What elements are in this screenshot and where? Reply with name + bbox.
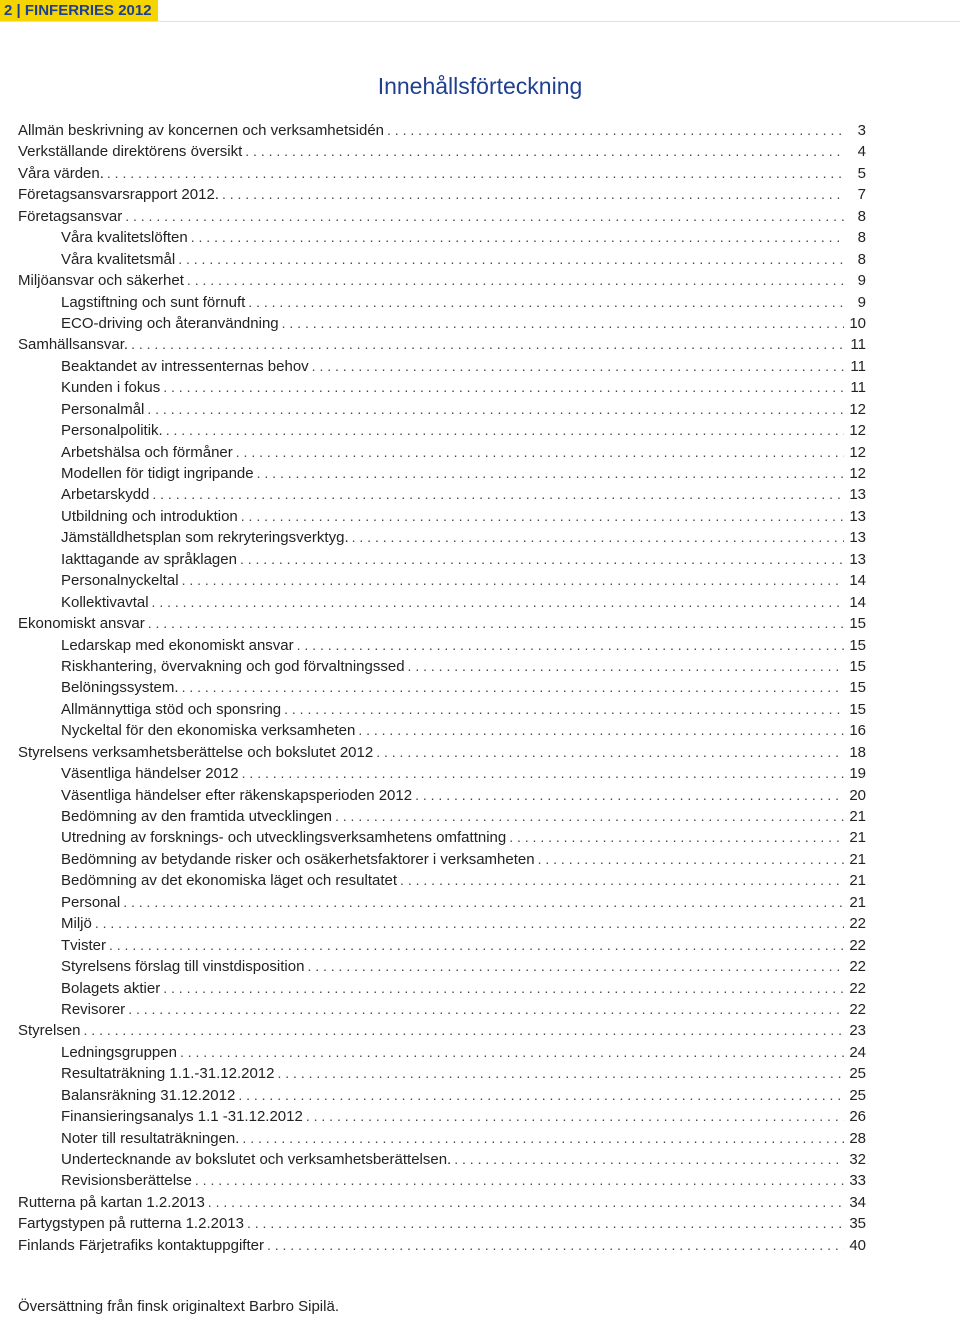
dot-leader [408,656,844,677]
dot-leader [282,313,844,334]
toc-entry[interactable] [18,1149,866,1170]
dot-leader [242,763,844,784]
toc-entry-title: Beaktandet av intressenternas behov [61,357,309,375]
dot-leader [376,742,844,763]
dot-leader [125,206,844,227]
toc-entry-title: Företagsansvar [18,207,123,225]
toc-entry[interactable] [18,334,866,355]
dot-leader [195,1170,844,1191]
translation-note: Översättning från finsk originaltext Barbro Sipilä. [18,1298,339,1315]
page-title: Innehållsförteckning [377,73,583,100]
toc-entry-page: 10 [849,314,866,332]
toc-entry-title: Iakttagande av språklagen [61,550,237,568]
toc-entry-page: 21 [849,850,866,868]
toc-entry[interactable] [18,935,866,956]
toc-entry[interactable] [18,956,866,977]
toc-entry[interactable] [18,506,866,527]
dot-leader [352,527,844,548]
toc-entry-page: 15 [849,700,866,718]
toc-entry-page: 13 [849,507,866,525]
toc-entry[interactable] [18,785,866,806]
toc-entry[interactable] [18,442,866,463]
toc-entry-title: Ledningsgruppen [61,1043,177,1061]
toc-entry-page: 8 [857,229,866,247]
toc-entry-page: 22 [849,936,866,954]
toc-entry-page: 32 [849,1151,866,1168]
toc-entry-title: Styrelsens verksamhetsberättelse och bokslutet 2012 [18,743,374,761]
toc-entry-page: 12 [849,422,866,440]
toc-entry-page: 13 [849,486,866,504]
dot-leader [123,892,844,913]
toc-entry-title: Nyckeltal för den ekonomiska verksamheten [61,722,356,740]
toc-entry-page: 13 [849,529,866,547]
toc-entry-page: 15 [849,636,866,654]
toc-entry-title: Riskhantering, övervakning och god förvaltningssed [61,657,405,675]
toc-entry-title: Modellen för tidigt ingripande [61,465,254,482]
toc-entry-page: 33 [849,1172,866,1190]
toc-entry[interactable] [18,978,866,999]
toc-entry-page: 20 [849,786,866,804]
dot-leader [147,399,844,420]
toc-entry-page: 13 [849,550,866,568]
toc-entry[interactable] [18,570,866,591]
toc-entry-page: 7 [857,186,866,204]
toc-entry-page: 11 [850,357,866,375]
toc-entry-page: 12 [849,443,866,461]
dot-leader [400,870,844,891]
toc-entry-page: 21 [849,872,866,890]
toc-entry-page: 22 [849,915,866,933]
dot-leader [128,999,844,1020]
dot-leader [245,141,844,162]
toc-entry[interactable] [18,484,866,505]
toc-entry-title: Utredning av forsknings- och utvecklingsverksamhetens omfattning [61,829,507,847]
toc-entry[interactable] [18,635,866,656]
dot-leader [257,463,844,484]
toc-entry[interactable] [18,892,866,913]
dot-leader [238,1085,844,1106]
dot-leader [538,849,844,870]
toc-entry-title: Belöningssystem. [61,679,179,697]
toc-entry[interactable] [18,463,866,484]
dot-leader [182,677,844,698]
toc-entry-title: Våra kvalitetsmål [61,250,176,268]
toc-entry-title: Styrelsens förslag till vinstdisposition [61,958,305,976]
dot-leader [242,1128,844,1149]
toc-entry-title: Undertecknande av bokslutet och verksamhetsberättelsen. [61,1151,452,1168]
dot-leader [267,1235,844,1256]
dot-leader [178,249,844,270]
dot-leader [387,120,844,141]
toc-entry-title: Utbildning och introduktion [61,507,238,525]
toc-entry[interactable] [18,613,866,634]
toc-entry-page: 15 [849,657,866,675]
dot-leader [107,163,844,184]
toc-entry-title: Ledarskap med ekonomiskt ansvar [61,636,294,654]
toc-entry[interactable] [18,313,866,334]
dot-leader [277,1063,844,1084]
toc-entry[interactable] [18,677,866,698]
toc-entry-title: Lagstiftning och sunt förnuft [61,293,246,311]
toc-entry[interactable] [18,827,866,848]
toc-entry-page: 5 [857,164,866,182]
toc-entry-page: 19 [849,765,866,783]
toc-entry-page: 26 [849,1108,866,1126]
toc-entry-title: Rutterna på kartan 1.2.2013 [18,1193,205,1211]
toc-entry-title: Noter till resultaträkningen. [61,1129,240,1147]
dot-leader [109,935,844,956]
dot-leader [358,720,844,741]
toc-entry-title: Bedömning av den framtida utvecklingen [61,808,332,825]
toc-entry-title: Kunden i fokus [61,379,161,397]
toc-entry-page: 9 [857,272,866,290]
toc-entry-title: Arbetshälsa och förmåner [61,443,233,461]
toc-entry-title: Bedömning av det ekonomiska läget och resultatet [61,872,398,890]
toc-entry[interactable] [18,1170,866,1191]
dot-leader [248,292,844,313]
toc-entry-title: Finansieringsanalys 1.1 -31.12.2012 [61,1108,303,1126]
toc-entry-title: Styrelsen [18,1022,81,1040]
toc-entry-page: 35 [849,1215,866,1233]
toc-entry[interactable] [18,549,866,570]
toc-entry-page: 21 [849,808,866,825]
toc-entry[interactable] [18,141,866,162]
toc-entry-title: Finlands Färjetrafiks kontaktuppgifter [18,1236,264,1254]
toc-entry-page: 14 [849,572,866,590]
table-of-contents [18,120,866,1256]
toc-entry-page: 34 [849,1193,866,1211]
toc-entry-page: 22 [849,1000,866,1018]
toc-entry[interactable] [18,292,866,313]
toc-entry-title: Tvister [61,936,106,954]
toc-entry[interactable] [18,420,866,441]
toc-entry[interactable] [18,1235,866,1256]
page-number-label: 2 | FINFERRIES 2012 [0,0,158,21]
toc-entry[interactable] [18,527,866,548]
toc-entry-title: Våra värden. [18,164,104,182]
toc-entry-title: Bolagets aktier [61,979,161,997]
toc-entry[interactable] [18,1192,866,1213]
dot-leader [454,1149,844,1170]
dot-leader [163,978,844,999]
toc-entry-title: Arbetarskydd [61,486,150,504]
toc-entry[interactable] [18,206,866,227]
dot-leader [415,785,844,806]
toc-entry-title: Miljö [61,915,92,933]
toc-entry-title: Företagsansvarsrapport 2012. [18,186,219,204]
toc-entry[interactable] [18,249,866,270]
toc-entry-title: Revisionsberättelse [61,1172,192,1190]
dot-leader [240,549,844,570]
toc-entry-title: Samhällsansvar. [18,336,129,354]
dot-leader [306,1106,844,1127]
toc-entry-page: 40 [849,1236,866,1254]
page-header [0,0,960,22]
toc-entry-title: Personalpolitik. [61,422,163,440]
toc-entry-title: Verkställande direktörens översikt [18,143,243,161]
toc-entry[interactable] [18,184,866,205]
toc-entry[interactable] [18,742,866,763]
toc-entry-page: 23 [849,1022,866,1040]
toc-entry[interactable] [18,763,866,784]
dot-leader [187,270,844,291]
toc-entry-page: 22 [849,958,866,976]
toc-entry[interactable] [18,913,866,934]
dot-leader [148,613,844,634]
toc-entry-page: 3 [857,122,866,139]
dot-leader [307,956,844,977]
toc-entry-page: 12 [849,465,866,482]
dot-leader [247,1213,844,1234]
toc-entry-title: Bedömning av betydande risker och osäkerhetsfaktorer i verksamheten [61,850,535,868]
dot-leader [236,442,844,463]
toc-entry[interactable] [18,356,866,377]
toc-entry[interactable] [18,1106,866,1127]
dot-leader [222,184,844,205]
toc-entry-page: 12 [849,400,866,418]
toc-entry-title: Personalnyckeltal [61,572,179,590]
toc-entry[interactable] [18,163,866,184]
toc-entry-title: Balansräkning 31.12.2012 [61,1086,236,1104]
toc-entry-page: 8 [857,250,866,268]
toc-entry[interactable] [18,399,866,420]
toc-entry-title: Ekonomiskt ansvar [18,615,145,633]
toc-entry-title: Fartygstypen på rutterna 1.2.2013 [18,1215,244,1233]
toc-entry-page: 16 [849,722,866,740]
toc-entry-title: ECO-driving och återanvändning [61,314,279,332]
toc-entry-title: Jämställdhetsplan som rekryteringsverktyg. [61,529,349,547]
toc-entry-title: Väsentliga händelser efter räkenskapsperioden 2012 [61,786,413,804]
toc-entry[interactable] [18,270,866,291]
toc-entry-title: Personal [61,893,121,911]
toc-entry[interactable] [18,656,866,677]
dot-leader [182,570,844,591]
dot-leader [509,827,844,848]
toc-entry-page: 25 [849,1065,866,1083]
toc-entry[interactable] [18,377,866,398]
toc-entry[interactable] [18,806,866,827]
toc-entry[interactable] [18,720,866,741]
dot-leader [131,334,844,355]
toc-entry-page: 25 [849,1086,866,1104]
toc-entry[interactable] [18,1042,866,1063]
dot-leader [312,356,844,377]
toc-entry[interactable] [18,1128,866,1149]
toc-entry-title: Resultaträkning 1.1.-31.12.2012 [61,1065,275,1083]
dot-leader [335,806,844,827]
toc-entry-page: 28 [849,1129,866,1147]
toc-entry[interactable] [18,1063,866,1084]
toc-entry-page: 18 [849,743,866,761]
toc-entry-page: 21 [849,893,866,911]
dot-leader [152,484,844,505]
toc-entry-page: 15 [849,679,866,697]
toc-entry-page: 24 [849,1043,866,1061]
toc-entry[interactable] [18,1085,866,1106]
toc-entry[interactable] [18,999,866,1020]
toc-entry[interactable] [18,227,866,248]
toc-entry[interactable] [18,592,866,613]
toc-entry-title: Personalmål [61,400,145,418]
dot-leader [208,1192,844,1213]
dot-leader [191,227,844,248]
toc-entry-title: Revisorer [61,1000,126,1018]
toc-entry-page: 9 [857,293,866,311]
toc-entry-title: Allmän beskrivning av koncernen och verksamhetsidén [18,122,385,139]
toc-entry-page: 14 [849,593,866,611]
toc-entry[interactable] [18,870,866,891]
toc-entry-page: 15 [849,615,866,633]
toc-entry-title: Miljöansvar och säkerhet [18,272,184,290]
toc-entry-title: Väsentliga händelser 2012 [61,765,239,783]
dot-leader [166,420,844,441]
toc-entry-page: 8 [857,207,866,225]
dot-leader [284,699,844,720]
dot-leader [180,1042,844,1063]
toc-entry-page: 21 [849,829,866,847]
dot-leader [95,913,844,934]
toc-entry-title: Våra kvalitetslöften [61,229,188,247]
toc-entry-title: Allmännyttiga stöd och sponsring [61,700,282,718]
toc-entry[interactable] [18,1213,866,1234]
toc-entry-page: 11 [850,336,866,354]
dot-leader [152,592,844,613]
dot-leader [241,506,844,527]
dot-leader [84,1020,844,1041]
toc-entry-page: 4 [857,143,866,161]
toc-entry-page: 22 [849,979,866,997]
toc-entry[interactable] [18,699,866,720]
toc-entry[interactable] [18,1020,866,1041]
toc-entry[interactable] [18,849,866,870]
toc-entry-page: 11 [850,379,866,397]
dot-leader [297,635,844,656]
toc-entry-title: Kollektivavtal [61,593,149,611]
toc-entry[interactable] [18,120,866,141]
dot-leader [163,377,844,398]
